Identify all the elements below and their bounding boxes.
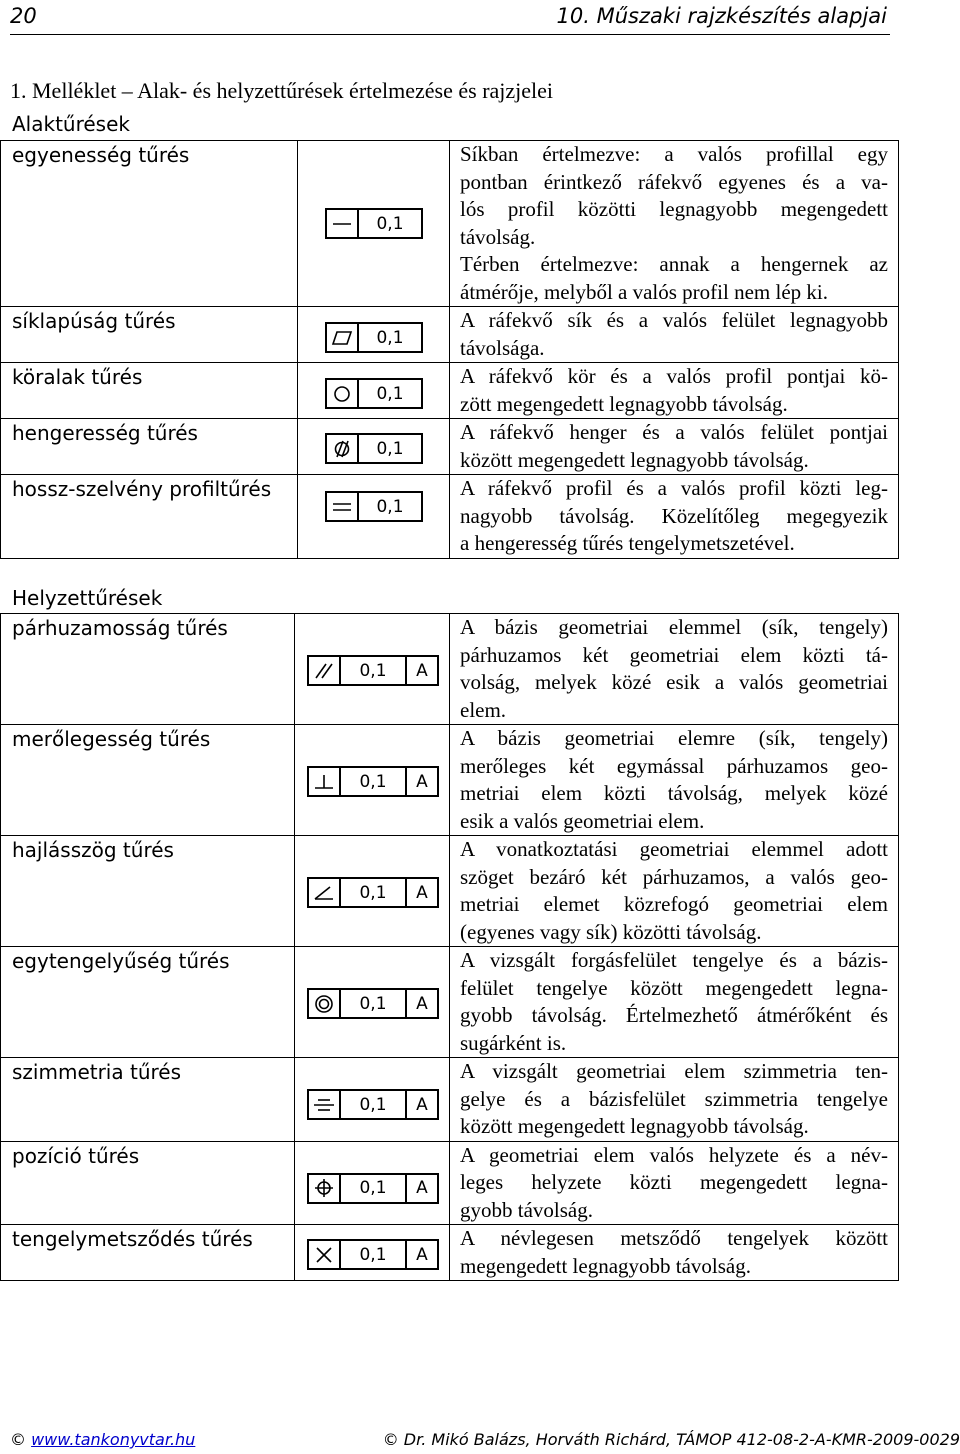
tolerance-name: síklapúság tűrés xyxy=(1,307,298,363)
table-row xyxy=(1,947,899,1058)
tolerance-symbol-cell xyxy=(298,419,450,475)
form-tolerances-table xyxy=(0,140,899,559)
description-line: A ráfekvő kör és a valós profil pontjai kö- xyxy=(460,364,888,388)
tolerance-description xyxy=(450,363,899,419)
description-line: megengedett legnagyobb távolság. xyxy=(460,1253,751,1278)
concentricity-icon xyxy=(309,990,339,1017)
description-line: felület tengelye között megengedett legna- xyxy=(460,975,888,1000)
tolerance-name: köralak tűrés xyxy=(1,363,298,419)
tolerance-name: merőlegesség tűrés xyxy=(1,725,295,836)
cylindricity-icon xyxy=(327,435,357,462)
tolerance-symbol-cell xyxy=(295,1141,450,1225)
tolerance-frame xyxy=(325,491,423,522)
tolerance-name: pozíció tűrés xyxy=(1,1141,295,1225)
tolerance-value: 0,1 xyxy=(339,1241,405,1268)
tolerance-symbol-cell xyxy=(298,475,450,559)
table-row xyxy=(1,419,899,475)
tolerance-value: 0,1 xyxy=(339,879,405,906)
description-line: nagyobb távolság. Közelítőleg megegyezik xyxy=(460,503,888,528)
description-line: a hengeresség tűrés tengelymetszetével. xyxy=(460,531,795,555)
tolerance-description xyxy=(450,419,899,475)
description-line: párhuzamos két geometriai elem közti tá- xyxy=(460,642,888,667)
datum-reference: A xyxy=(405,879,437,906)
tolerance-frame xyxy=(307,1173,439,1204)
page-number: 20 xyxy=(10,4,37,28)
tolerance-frame xyxy=(307,1239,439,1270)
tolerance-name: egytengelyűség tűrés xyxy=(1,947,295,1058)
tolerance-name: párhuzamosság tűrés xyxy=(1,614,295,725)
datum-reference: A xyxy=(405,1091,437,1118)
description-line: A ráfekvő profil és a valós profil közti leg- xyxy=(460,476,888,500)
description-line: elem. xyxy=(460,697,507,722)
datum-reference: A xyxy=(405,1241,437,1268)
copyright-icon: © xyxy=(10,1430,26,1449)
position-tolerances-table xyxy=(0,613,899,1281)
description-line: lós profil közötti legnagyobb megengedett xyxy=(460,197,888,221)
tolerance-frame xyxy=(325,433,423,464)
table-row xyxy=(1,141,899,307)
tolerance-symbol-cell xyxy=(295,1225,450,1281)
description-line: gyobb távolság. xyxy=(460,1197,593,1222)
position-tolerances-heading: Helyzettűrések xyxy=(12,586,163,610)
description-line: Térben értelmezve: annak a hengernek az xyxy=(460,252,888,276)
chapter-title: 10. Műszaki rajzkészítés alapjai xyxy=(556,4,887,28)
description-line: A bázis geometriai elemmel (sík, tengely) xyxy=(460,615,888,639)
description-line: (egyenes vagy sík) közötti távolság. xyxy=(460,919,762,944)
description-line: között megengedett legnagyobb távolság. xyxy=(460,447,809,472)
description-line: A vizsgált forgásfelület tengelye és a bázis- xyxy=(460,948,888,972)
tolerance-symbol-cell xyxy=(295,614,450,725)
angularity-icon xyxy=(309,879,339,906)
tolerance-description xyxy=(450,1141,899,1225)
page-header xyxy=(10,0,890,35)
tolerance-value: 0,1 xyxy=(357,435,421,462)
table-row xyxy=(1,1141,899,1225)
tolerance-symbol-cell xyxy=(295,725,450,836)
tolerance-frame xyxy=(325,378,423,409)
tolerance-value: 0,1 xyxy=(339,1091,405,1118)
parallelism-icon xyxy=(309,657,339,684)
description-line: A geometriai elem valós helyzete és a név- xyxy=(460,1142,888,1167)
tolerance-name: hengeresség tűrés xyxy=(1,419,298,475)
tolerance-value: 0,1 xyxy=(339,990,405,1017)
tolerance-frame xyxy=(325,208,423,239)
tolerance-description xyxy=(450,1225,899,1281)
description-line: A vizsgált geometriai elem szimmetria ten- xyxy=(460,1059,888,1083)
copyright-icon: © xyxy=(382,1430,399,1449)
table-row xyxy=(1,725,899,836)
description-line: átmérője, melyből a valós profil nem lép ki. xyxy=(460,279,828,304)
tolerance-symbol-cell xyxy=(298,307,450,363)
table-row xyxy=(1,1225,899,1281)
table-row xyxy=(1,307,899,363)
description-line: metriai elem közti távolság, melyek közé xyxy=(460,781,888,805)
description-line: zött megengedett legnagyobb távolság. xyxy=(460,391,788,416)
description-line: gyobb távolság. Értelmezhető átmérőként és xyxy=(460,1003,888,1027)
page-title: 1. Melléklet – Alak- és helyzettűrések értelmezése és rajzjelei xyxy=(10,78,554,103)
form-tolerances-heading: Alaktűrések xyxy=(12,112,130,136)
datum-reference: A xyxy=(405,990,437,1017)
description-line: között megengedett legnagyobb távolság. xyxy=(460,1114,809,1138)
tolerance-symbol-cell xyxy=(295,1058,450,1142)
straightness-icon xyxy=(327,210,357,237)
tolerance-name: hossz-szelvény profiltűrés xyxy=(1,475,298,559)
description-line: A névlegesen metsződő tengelyek között xyxy=(460,1226,888,1250)
tolerance-name: hajlásszög tűrés xyxy=(1,836,295,947)
tolerance-value: 0,1 xyxy=(357,380,421,407)
tolerance-frame xyxy=(307,1089,439,1120)
description-line: A ráfekvő sík és a valós felület legnagyobb xyxy=(460,308,888,332)
table-row xyxy=(1,614,899,725)
description-line: távolsága. xyxy=(460,335,545,360)
tolerance-value: 0,1 xyxy=(357,493,421,520)
description-line: szöget bezáró két párhuzamos, a valós geo- xyxy=(460,864,888,889)
tolerance-name: szimmetria tűrés xyxy=(1,1058,295,1142)
tolerance-frame xyxy=(307,766,439,797)
datum-reference: A xyxy=(405,768,437,795)
tolerance-frame xyxy=(325,322,423,353)
tolerance-description xyxy=(450,614,899,725)
tolerance-symbol-cell xyxy=(295,836,450,947)
profile-icon xyxy=(327,493,357,520)
axis-intersection-icon xyxy=(309,1241,339,1268)
circularity-icon xyxy=(327,380,357,407)
tolerance-description xyxy=(450,307,899,363)
symmetry-icon xyxy=(309,1091,339,1118)
description-line: merőleges két egymással párhuzamos geo- xyxy=(460,753,888,778)
tolerance-description xyxy=(450,725,899,836)
tolerance-description xyxy=(450,1058,899,1142)
description-line: esik a valós geometriai elem. xyxy=(460,808,705,833)
description-line: sugárként is. xyxy=(460,1030,567,1055)
tolerance-description xyxy=(450,475,899,559)
flatness-icon xyxy=(327,324,357,351)
description-line: metriai elemet közrefogó geometriai elem xyxy=(460,892,888,916)
description-line: gelye és a bázisfelület szimmetria tengelye xyxy=(460,1086,888,1111)
description-line: Síkban értelmezve: a valós profillal egy xyxy=(460,142,888,166)
authors-credit: Dr. Mikó Balázs, Horváth Richárd, TÁMOP 412-08-2-A-KMR-2009-0029 xyxy=(403,1430,960,1449)
table-row xyxy=(1,475,899,559)
table-row xyxy=(1,363,899,419)
tolerance-symbol-cell xyxy=(298,141,450,307)
tolerance-value: 0,1 xyxy=(339,1175,405,1202)
description-line: A vonatkoztatási geometriai elemmel adott xyxy=(460,837,888,861)
tolerance-symbol-cell xyxy=(295,947,450,1058)
tolerance-symbol-cell xyxy=(298,363,450,419)
position-icon xyxy=(309,1175,339,1202)
tolerance-frame xyxy=(307,655,439,686)
perpendicularity-icon xyxy=(309,768,339,795)
datum-reference: A xyxy=(405,657,437,684)
tolerance-name: tengelymetsződés tűrés xyxy=(1,1225,295,1281)
description-line: leges helyzete közti megengedett legna- xyxy=(460,1170,888,1194)
tolerance-description xyxy=(450,141,899,307)
table-row xyxy=(1,1058,899,1142)
description-line: A bázis geometriai elemre (sík, tengely) xyxy=(460,726,888,750)
tolerance-description xyxy=(450,947,899,1058)
tolerance-frame xyxy=(307,877,439,908)
description-line: A ráfekvő henger és a valós felület pontjai xyxy=(460,420,888,444)
description-line: távolság. xyxy=(460,224,536,249)
tolerance-value: 0,1 xyxy=(339,768,405,795)
tolerance-frame xyxy=(307,988,439,1019)
page-footer xyxy=(10,1430,960,1452)
description-line: volság, melyek közé esik a valós geometriai xyxy=(460,670,888,694)
table-row xyxy=(1,836,899,947)
tolerance-description xyxy=(450,836,899,947)
description-line: pontban érintkező ráfekvő egyenes és a va- xyxy=(460,169,888,194)
tolerance-value: 0,1 xyxy=(357,210,421,237)
website-link[interactable]: www.tankonyvtar.hu xyxy=(31,1430,196,1449)
tolerance-value: 0,1 xyxy=(339,657,405,684)
datum-reference: A xyxy=(405,1175,437,1202)
tolerance-value: 0,1 xyxy=(357,324,421,351)
tolerance-name: egyenesség tűrés xyxy=(1,141,298,307)
